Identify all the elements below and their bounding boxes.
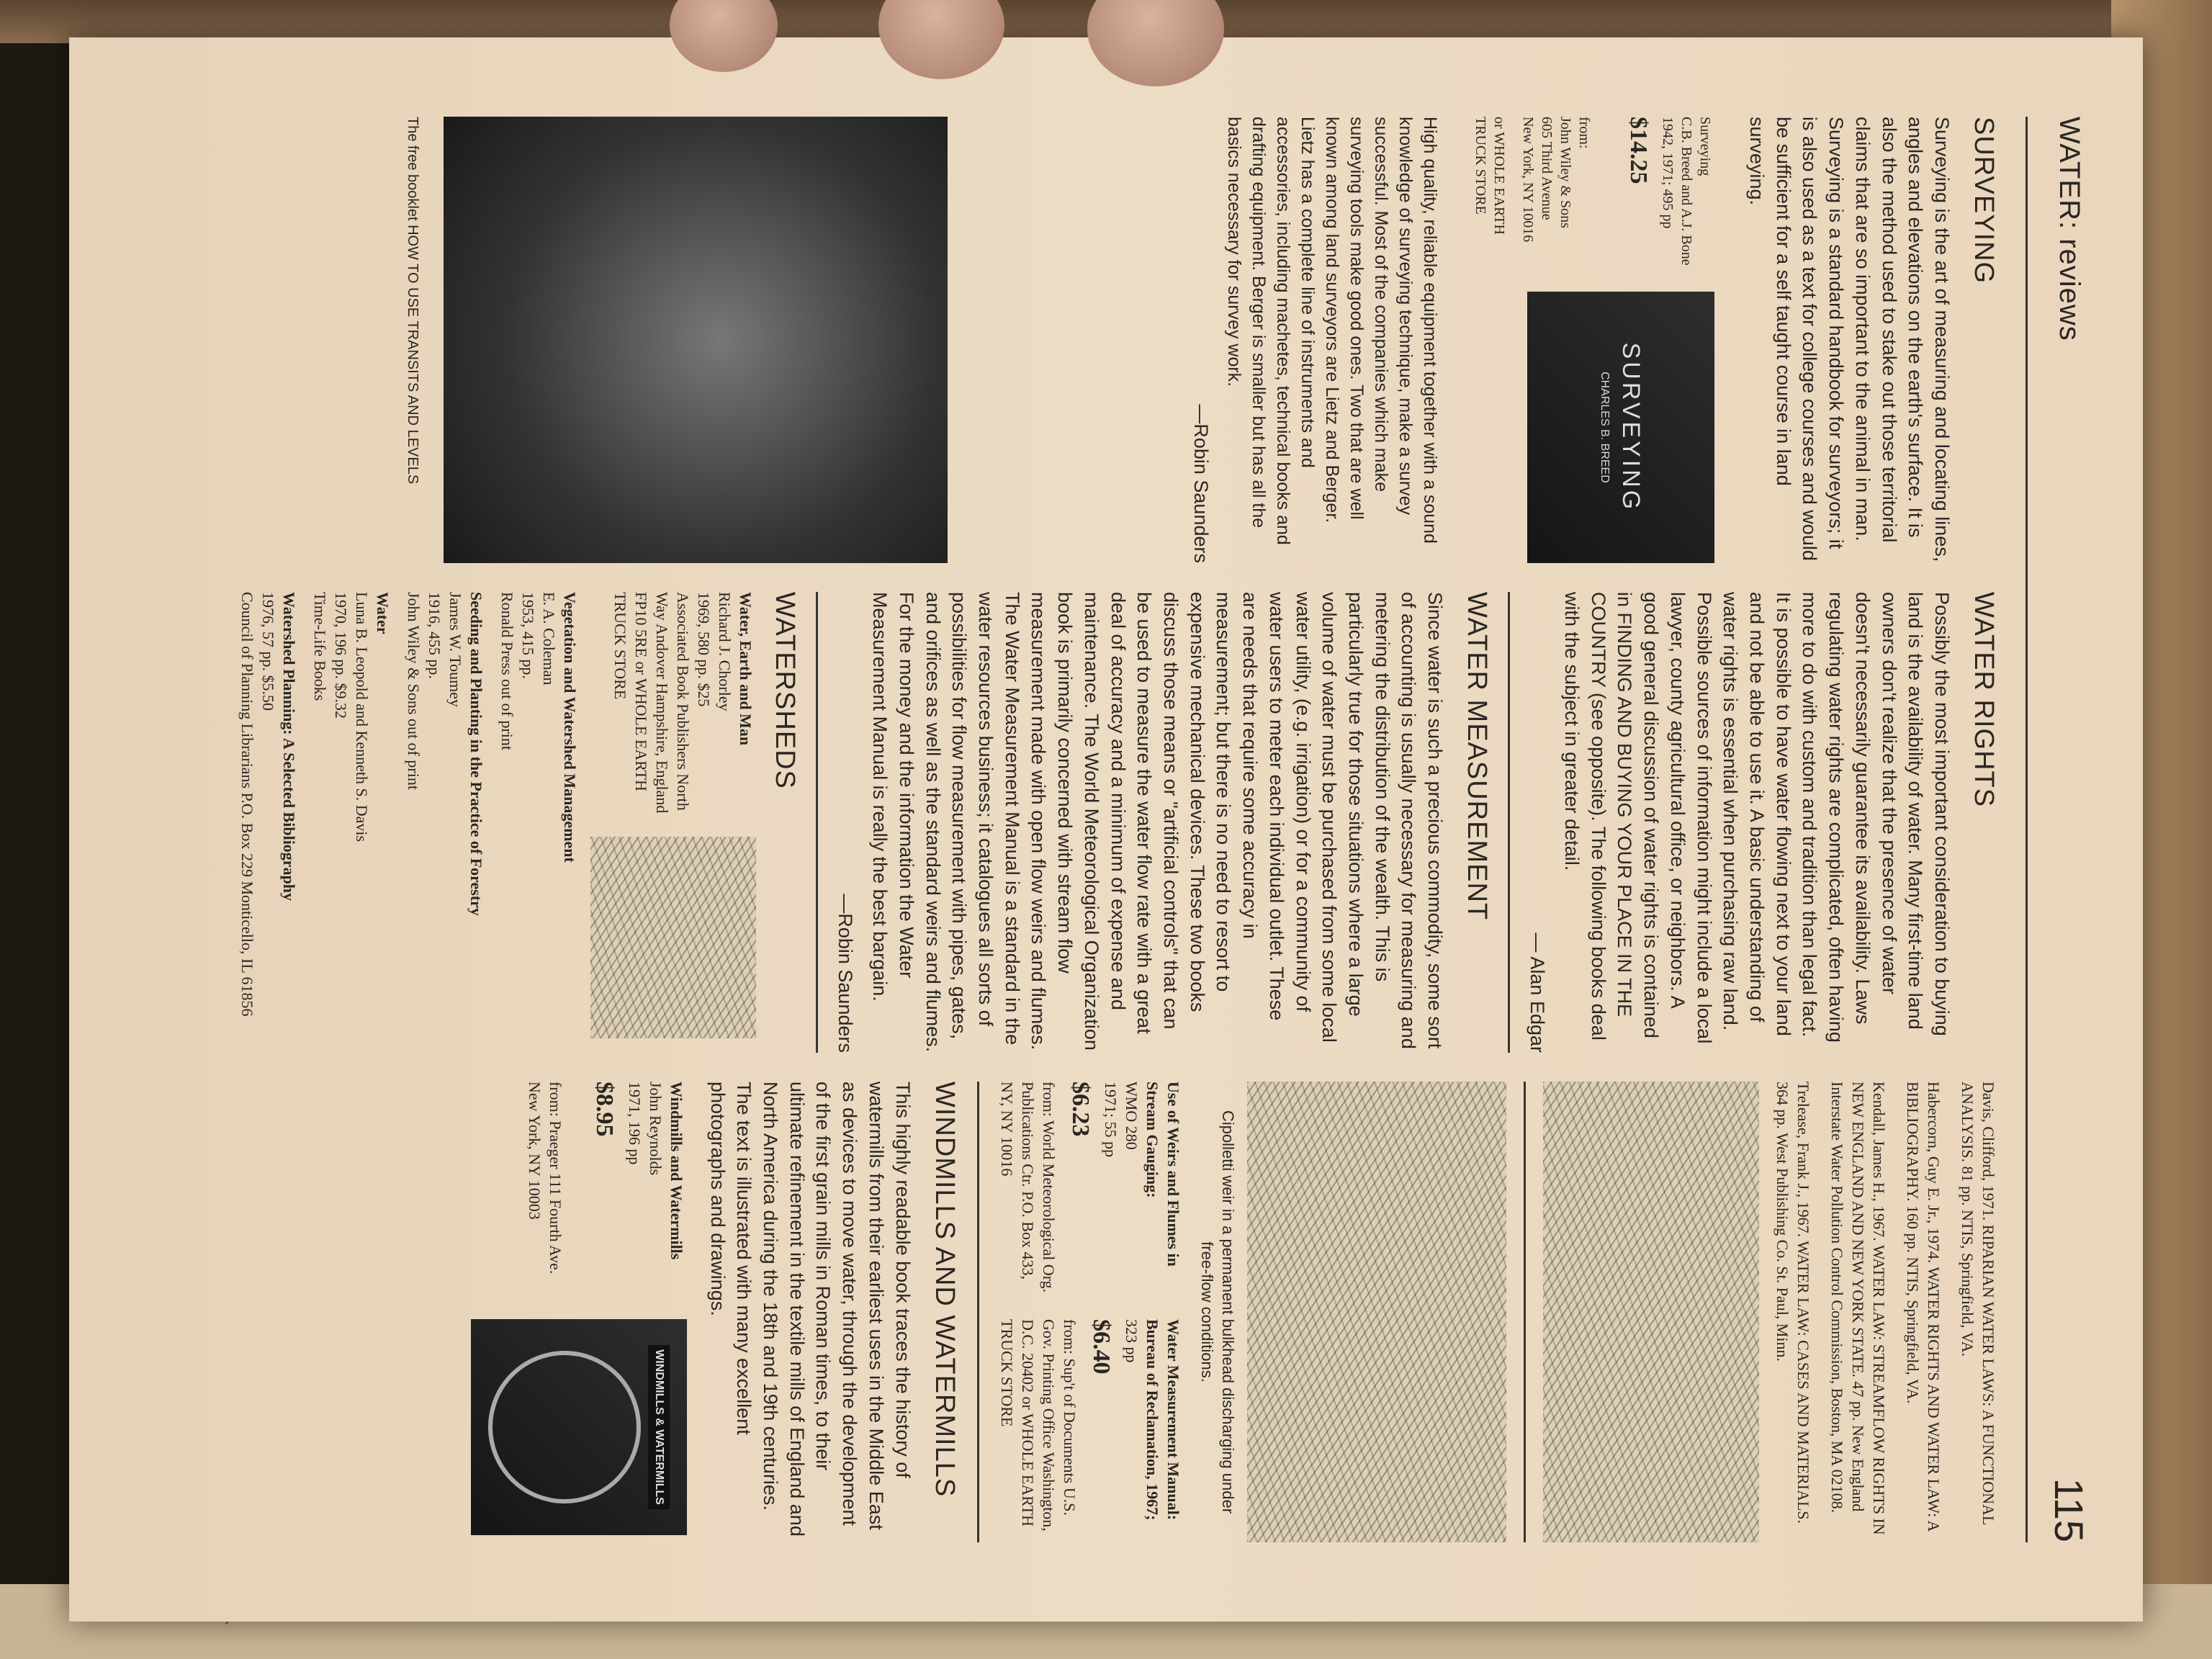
watersheds-book2-from: Ronald Press out of print (498, 592, 517, 750)
windmills-cover-label: WINDMILLS & WATERMILLS (648, 1345, 670, 1509)
watersheds-book3-year: 1916, 455 pp. (426, 592, 444, 679)
water-rights-references (1772, 1082, 1999, 1542)
watersheds-book1 (590, 592, 756, 1053)
surveying-body: Surveying is the art of measuring and locating lines, angles and elevations on the earth's surface. It is also the method used to stake out those territorial claims that are so important to the animal in man. Surveying is a standard handbook for surveyors; it is also used as a text for college courses and would be sufficient for a self taught course in land surveying. (1745, 117, 1953, 562)
section-rule (977, 1082, 979, 1542)
surveying-book-year: 1942, 1971; 495 pp (1660, 117, 1676, 229)
landscape-sketch (1543, 1082, 1759, 1542)
weir-caption: Cipolletti weir in a permanent bulkhead discharging under free-flow conditions. (1197, 1110, 1237, 1514)
cover-title: SURVEYING (1617, 342, 1645, 513)
windmills-book-price: $8.95 (590, 1082, 618, 1137)
watersheds-book2-author: E. A. Coleman (540, 592, 559, 685)
windmills-book (471, 1082, 687, 1542)
weir-book2-from: from: Sup't of Documents U.S. Gov. Printing Office Washington, D.C. 20402 or WHOLE EARTH TRUCK STORE (997, 1319, 1079, 1532)
watersheds-book4-year: 1970, 196 pp. $9.32 (332, 592, 351, 719)
watersheds-title: WATERSHEDS (770, 592, 801, 789)
weir-book2-price: $6.40 (1087, 1319, 1115, 1375)
reference-item: Trelease, Frank J., 1967. WATER LAW: CASES AND MATERIALS. 364 pp. West Publishing Co. St. Paul, Minn. (1773, 1082, 1812, 1524)
watersheds-book3-title: Seeding and Planting in the Practice of Forestry (467, 592, 486, 916)
watersheds-book4 (310, 592, 393, 1053)
watersheds-book5-from: Council of Planning Librarians P.O. Box 229 Monticello, IL 61856 (238, 592, 256, 1017)
surveying-book-cover (1527, 292, 1714, 563)
watersheds-book3-author: James W. Toumey (446, 592, 465, 707)
weir-book1-year: 1971; 55 pp (1101, 1082, 1120, 1158)
watersheds-book5-year: 1976, 57 pp. $5.50 (259, 592, 277, 711)
surveying-book-authors: C.B. Breed and A.J. Bone (1678, 117, 1695, 266)
surveying-alt-source: or WHOLE EARTH TRUCK STORE (1473, 117, 1508, 235)
surveying-column (405, 117, 1999, 563)
running-head: WATER: reviews (2054, 117, 2085, 341)
weir-books (997, 1082, 1184, 1542)
right-column (471, 1082, 1999, 1542)
windmills-book-from: from: Praeger 111 Fourth Ave. New York, NY 10003 (525, 1082, 565, 1274)
cover-authors: CHARLES B. BREED (1598, 372, 1611, 483)
watersheds-book2-year: 1953, 415 pp. (519, 592, 538, 679)
windmills-title: WINDMILLS AND WATERMILLS (929, 1082, 960, 1498)
reference-item: Habercorn, Guy E. Jr., 1974. WATER RIGHTS AND WATER LAW: A BIBLIOGRAPHY. 160 pp. NTIS, Springfield, VA. (1903, 1082, 1943, 1532)
surveying-title: SURVEYING (1969, 117, 1999, 284)
weir-book2-pages: 323 pp (1122, 1319, 1141, 1363)
page-header (2026, 117, 2092, 1542)
page-number: 115 (2046, 1478, 2092, 1542)
surveying-address2: New York, NY 10016 (1520, 117, 1537, 243)
surveying-book-price: $14.25 (1625, 117, 1653, 184)
weir-sketch (1247, 1082, 1506, 1542)
windmills-book-title: Windmills and Watermills (667, 1082, 685, 1260)
water-measurement-body: Since water is such a precious commodity, some sort of accounting is usually necessary for measuring and metering the distribution of the wealth. This is particularly true for those situations where a large volume of water must be purchased from some local water utility, (e.g. irrigation) or for a community of water users to meter each individual outlet. These are needs that require some accuracy in measurement; but there is no need to resort to expensive mechanical devices. These two books discuss those means or "artificial controls" that can be used to measure the water flow rate with a great deal of accuracy and a minimum of expense and maintenance. The World Meteorological Organization book is primarily concerned with stream flow measurement made with open flow weirs and flumes. The Water Measurement Manual is a standard in the water resources business; it catalogues all sorts of possibilities for flow measurement with pipes, gates, and orifices as well as the standard weirs and flumes. For the money and the information the Water Measurement Manual is really the best bargain. (869, 592, 1447, 1053)
watersheds-book1-author: Richard J. Chorley (716, 592, 734, 711)
water-wheel-icon (488, 1351, 641, 1503)
surveying-equipment-body: High quality, reliable equipment together with a sound knowledge of surveying technique, make a survey successful. Most of the companies which make surveying tools make good ones. Two that are well known among land surveyors are Lietz and Berger. Lietz has a complete line of instruments and accessories, including machetes, technical books and drafting equipment. Berger is smaller but has all the basics necessary for survey work. (1224, 117, 1441, 545)
watersheds-book2 (497, 592, 580, 1053)
weir-book2-title: Water Measurement Manual: Bureau of Reclamation, 1967; (1143, 1319, 1182, 1521)
watersheds-book1-year: 1969, 580 pp. $25 (695, 592, 714, 707)
watersheds-book3 (403, 592, 487, 1053)
watersheds-book1-title: Water, Earth and Man (737, 592, 755, 746)
section-rule (1524, 1082, 1526, 1542)
section-rule (1508, 592, 1510, 1053)
windmills-book-author: John Reynolds (646, 1082, 665, 1176)
watersheds-book4-title: Water (374, 592, 392, 634)
weir-book1-title: Use of Weirs and Flumes in Stream Gauging: (1143, 1082, 1182, 1267)
surveying-from: from: (1576, 117, 1593, 149)
reference-item: Kendall, James H., 1967. WATER LAW: STREAMFLOW RIGHTS IN NEW ENGLAND AND NEW YORK STATE. 47 pp. New England Interstate Water Pollution Control Commission, Boston, MA 02108. (1827, 1082, 1888, 1535)
windmills-book-year: 1971, 196 pp (625, 1082, 644, 1165)
windmills-book-cover (471, 1319, 687, 1535)
transit-photo (444, 117, 948, 563)
watersheds-book5-title: Watershed Planning: A Selected Bibliography (280, 592, 299, 902)
water-rights-title: WATER RIGHTS (1969, 592, 1999, 808)
water-measurement-title: WATER MEASUREMENT (1462, 592, 1493, 921)
middle-column (237, 592, 1999, 1053)
weir-book1-price: $6.23 (1066, 1082, 1094, 1137)
forest-sketch (590, 837, 756, 1038)
surveying-book-title: Surveying (1697, 117, 1714, 176)
surveying-publisher: John Wiley & Sons (1557, 117, 1574, 228)
reference-item: Davis, Clifford, 1971. RIPARIAN WATER LAWS: A FUNCTIONAL ANALYSIS. 81 pp. NTIS, Springfield, VA. (1958, 1082, 1997, 1525)
transit-booklet-heading: The free booklet HOW TO USE TRANSITS AND LEVELS (405, 117, 421, 485)
watersheds-book2-title: Vegetation and Watershed Management (561, 592, 580, 863)
water-measurement-signature: —Robin Saunders (835, 894, 857, 1053)
watersheds-book5 (237, 592, 300, 1053)
watersheds-book3-from: John Wiley & Sons out of print (405, 592, 423, 790)
weir-book1-code: WMO 280 (1122, 1082, 1141, 1150)
surveying-book-info (1471, 117, 1714, 277)
windmills-body: This highly readable book traces the history of watermills from their earliest uses in the Middle East as devices to move water, through the development of the first grain mills in Roman times, to their ultimate refinement in the textile mills of England and North America during the 18th and 19th centuries. The text is illustrated with many excellent photographs and drawings. (706, 1082, 914, 1537)
watersheds-book1-from: Associated Book Publishers North Way Andover Hampshire, England FP10 5RE or WHOLE EARTH TRUCK STORE (611, 592, 693, 814)
water-rights-body: Possibly the most important consideration to buying land is the availability of water. Many first-time land owners don't realize that the presence of water doesn't necessarily guarantee its availability. Laws regulating water rights are complicated, often having more to do with custom and tradition than legal fact. It is possible to have water flowing next to your land and not be able to use it. A basic understanding of water rights is essential when purchasing raw land. Possible sources of information might include a local lawyer, county agricultural office, or neighbors. A good general discussion of water rights is contained in FINDING AND BUYING YOUR PLACE IN THE COUNTRY (see opposite). The following books deal with the subject in greater detail. (1560, 592, 1953, 1044)
section-rule (816, 592, 818, 1053)
surveying-address1: 605 Third Avenue (1539, 117, 1555, 220)
weir-book1-from: from: World Meteorological Org. Publications Ctr. P.O. Box 433, NY, NY 10016 (997, 1082, 1058, 1293)
surveying-signature: —Robin Saunders (1190, 404, 1213, 563)
watersheds-book4-author: Luna B. Leopold and Kenneth S. Davis (353, 592, 372, 842)
watersheds-book4-from: Time-Life Books (311, 592, 330, 701)
catalog-page (69, 37, 2143, 1622)
water-rights-signature: — Alan Edgar (1527, 932, 1549, 1053)
